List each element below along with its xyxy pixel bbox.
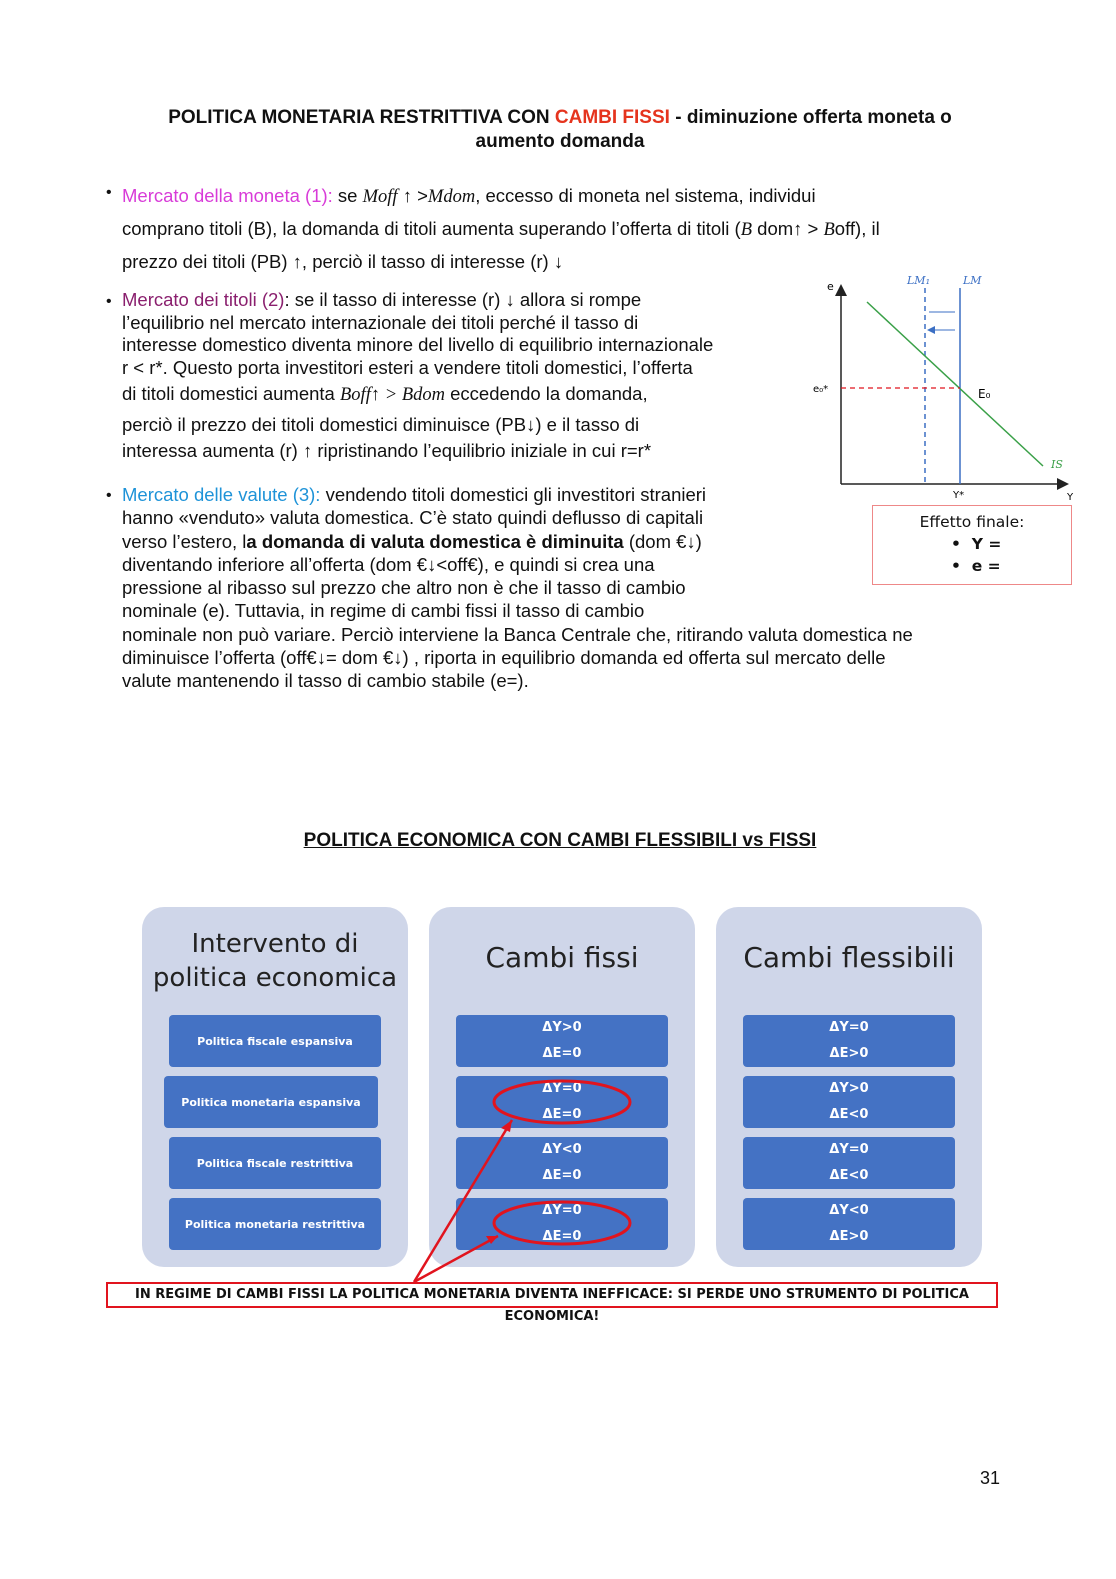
final-effect-box bbox=[872, 505, 1072, 585]
is-label: IS bbox=[1051, 458, 1063, 471]
bullet-dot: • bbox=[106, 487, 112, 504]
bullet-money-market: Mercato della moneta (1): se Moff ↑ >Mdom, eccesso di moneta nel sistema, individui comprano titoli (B), la domanda di titoli aumenta superando l’offerta di titoli (B dom↑ > Boff), il prezzo dei titoli (PB) ↑, perciò il tasso di interesse (r) ↓ bbox=[122, 185, 880, 272]
panel-interventions bbox=[142, 907, 408, 1267]
bullet-bond-market: Mercato dei titoli (2): se il tasso di interesse (r) ↓ allora si rompe l’equilibrio nel mercato internazionale dei titoli perché il tasso di interesse domestico diventa minore del livello di equilibrio internazionale r < r*. Questo porta investitori esteri a vendere titoli domestici, l’offerta di titoli domestici aumenta Boff↑ > Bdom eccedendo la domanda, perciò il prezzo dei titoli domestici diminuisce (PB↓) e il tasso di interessa aumenta (r) ↑ ripristinando l’equilibrio iniziale in cui r=r* bbox=[122, 289, 714, 461]
lm1-label: LM₁ bbox=[907, 274, 930, 287]
panel-fixed-rates bbox=[429, 907, 695, 1267]
result-cell: ΔY=0 ΔE>0 bbox=[743, 1015, 955, 1067]
section-title-comparison: POLITICA ECONOMICA CON CAMBI FLESSIBILI vs FISSI bbox=[303, 830, 817, 851]
title-highlight: CAMBI FISSI bbox=[554, 107, 670, 128]
panel-title: Intervento di politica economica bbox=[152, 929, 398, 993]
bullet-dot: • bbox=[106, 293, 112, 310]
final-effect-title: Effetto finale: bbox=[919, 513, 1025, 531]
result-cell: ΔY=0 ΔE<0 bbox=[743, 1137, 955, 1189]
final-effect-item: • Y = bbox=[951, 535, 1002, 553]
intervention-cell: Politica fiscale restrittiva bbox=[169, 1137, 381, 1189]
bullet-dot: • bbox=[106, 184, 112, 201]
intervention-cell: Politica fiscale espansiva bbox=[169, 1015, 381, 1067]
equilibrium-point-label: E₀ bbox=[978, 387, 991, 401]
section-title-restrictive: POLITICA MONETARIA RESTRITTIVA CON CAMBI FISSI - diminuzione offerta moneta o aumento domanda bbox=[168, 107, 952, 152]
result-cell: ΔY=0 ΔE=0 bbox=[456, 1076, 668, 1128]
panel-flexible-rates bbox=[716, 907, 982, 1267]
axis-label-y: Y bbox=[1067, 492, 1074, 503]
result-cell: ΔY>0 ΔE=0 bbox=[456, 1015, 668, 1067]
page-number: 31 bbox=[980, 1468, 1001, 1488]
intervention-cell: Politica monetaria espansiva bbox=[164, 1076, 378, 1128]
conclusion-banner: IN REGIME DI CAMBI FISSI LA POLITICA MONETARIA DIVENTA INEFFICACE: SI PERDE UNO STRUMENTO DI POLITICA ECONOMICA! bbox=[106, 1282, 998, 1308]
panel-title: Cambi fissi bbox=[485, 941, 639, 974]
is-lm-diagram bbox=[805, 268, 1085, 503]
result-cell: ΔY>0 ΔE<0 bbox=[743, 1076, 955, 1128]
e0-label: e₀* bbox=[813, 384, 829, 395]
lm-label: LM bbox=[963, 274, 982, 287]
panel-title: Cambi flessibili bbox=[743, 941, 955, 974]
bullet-currency-market: Mercato delle valute (3): vendendo titoli domestici gli investitori stranieri hanno «venduto» valuta domestica. C’è stato quindi deflusso di capitali verso l’estero, la domanda di valuta domestica è diminuita (dom €↓) diventando inferiore all’offerta (dom €↓<off€), e quindi si crea una pressione al ribasso sul prezzo che altro non è che il tasso di cambio nominale (e). Tuttavia, in regime di cambi fissi il tasso di cambio nominale non può variare. Perciò interviene la Banca Centrale che, ritirando valuta domestica ne diminuisce l’offerta (off€↓= dom €↓) , riporta in equilibrio domanda ed offerta sul mercato delle valute mantenendo il tasso di cambio stabile (e=). bbox=[122, 484, 913, 692]
result-cell: ΔY<0 ΔE=0 bbox=[456, 1137, 668, 1189]
result-cell: ΔY<0 ΔE>0 bbox=[743, 1198, 955, 1250]
is-curve bbox=[867, 302, 1043, 466]
ystar-label: Y* bbox=[953, 490, 965, 501]
intervention-cell: Politica monetaria restrittiva bbox=[169, 1198, 381, 1250]
result-cell: ΔY=0 ΔE=0 bbox=[456, 1198, 668, 1250]
axis-label-e: e bbox=[827, 280, 834, 293]
final-effect-item: • e = bbox=[951, 557, 1001, 575]
